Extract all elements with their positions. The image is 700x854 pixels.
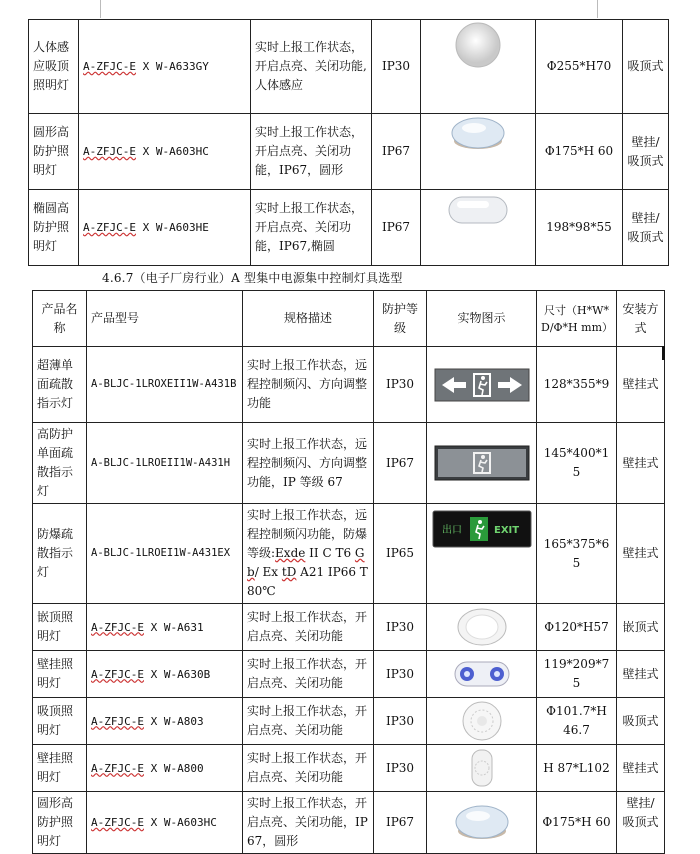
table-header-row	[33, 291, 665, 347]
ip-rating: IP67	[372, 190, 421, 266]
recessed-light-icon	[427, 607, 536, 647]
mount-type: 壁挂/吸顶式	[623, 114, 669, 190]
section-caption: 4.6.7（电子厂房行业）A 型集中电源集中控制灯具选型	[102, 271, 403, 285]
product-image-cell	[421, 190, 536, 266]
product-size: 119*209*75	[537, 651, 617, 698]
product-description: 实时上报工作状态，开启点亮、关闭功能	[243, 698, 374, 745]
table-row	[33, 698, 665, 745]
product-name: 人体感应吸顶照明灯	[29, 20, 79, 114]
product-image-cell	[427, 423, 537, 504]
product-image-cell	[427, 745, 537, 792]
ip-rating: IP67	[374, 423, 427, 504]
ip-rating: IP30	[374, 745, 427, 792]
mount-type: 壁挂式	[617, 504, 665, 604]
product-name: 吸顶照明灯	[33, 698, 87, 745]
product-image-cell	[427, 792, 537, 854]
product-description: 实时上报工作状态，远程控制频闪功能，防爆等级:Exde II C T6 Gb/ Ex tD A21 IP66 T80℃	[243, 504, 374, 604]
product-size: H 87*L102	[537, 745, 617, 792]
product-description: 实时上报工作状态，开启点亮、关闭功能	[243, 604, 374, 651]
table-row	[29, 20, 669, 114]
product-description: 实时上报工作状态，开启点亮、关闭功能,人体感应	[251, 20, 372, 114]
mount-type: 吸顶式	[617, 698, 665, 745]
product-model: A-BLJC-1LROEII1W-A431H	[87, 423, 243, 504]
product-name: 壁挂照明灯	[33, 745, 87, 792]
product-name: 圆形高防护照明灯	[29, 114, 79, 190]
product-model: A-ZFJC-E X W-A800	[87, 745, 243, 792]
product-image-cell	[427, 698, 537, 745]
product-size: Φ120*H57	[537, 604, 617, 651]
table-row	[33, 745, 665, 792]
product-size: Φ175*H 60	[537, 792, 617, 854]
ip-rating: IP30	[374, 604, 427, 651]
mount-type: 嵌顶式	[617, 604, 665, 651]
product-name: 壁挂照明灯	[33, 651, 87, 698]
sign-text-left: 出口	[441, 525, 462, 536]
product-size: Φ255*H70	[536, 20, 623, 114]
table-row	[33, 792, 665, 854]
product-image-cell	[427, 347, 537, 423]
product-image-cell	[421, 114, 536, 190]
mount-type: 壁挂式	[617, 651, 665, 698]
ip67-exit-sign-icon	[427, 445, 536, 481]
table-row	[33, 651, 665, 698]
product-image-cell	[427, 651, 537, 698]
ceiling-round-light-icon	[421, 20, 535, 70]
small-wall-light-icon	[427, 748, 536, 788]
ip-rating: IP65	[374, 504, 427, 604]
product-image-cell	[427, 504, 537, 604]
header-model: 产品型号	[87, 291, 243, 347]
top-product-table	[28, 19, 669, 266]
mount-type: 吸顶式	[623, 20, 669, 114]
product-description: 实时上报工作状态，远程控制频闪、方向调整功能，IP 等级 67	[243, 423, 374, 504]
product-description: 实时上报工作状态，开启点亮、关闭功能	[243, 651, 374, 698]
table-row	[29, 190, 669, 266]
arrow-exit-sign-icon	[427, 368, 536, 402]
table-row	[33, 604, 665, 651]
header-image: 实物图示	[427, 291, 537, 347]
product-model: A-BLJC-1LROEI1W-A431EX	[87, 504, 243, 604]
product-name: 超薄单面疏散指示灯	[33, 347, 87, 423]
product-model: A-ZFJC-E X W-A630B	[87, 651, 243, 698]
ip-rating: IP30	[374, 651, 427, 698]
product-model: A-ZFJC-E X W-A603HC	[87, 792, 243, 854]
product-model: A-ZFJC-E X W-A633GY	[79, 20, 251, 114]
product-model: A-ZFJC-E X W-A603HE	[79, 190, 251, 266]
product-name: 嵌顶照明灯	[33, 604, 87, 651]
table-row	[33, 423, 665, 504]
ceiling-light-icon	[427, 700, 536, 742]
sign-text-right: EXIT	[493, 525, 519, 536]
table-row	[33, 504, 665, 604]
product-description: 实时上报工作状态，开启点亮、关闭功能，IP67，圆形	[251, 114, 372, 190]
table-row	[33, 347, 665, 423]
header-desc: 规格描述	[243, 291, 374, 347]
ip-rating: IP67	[374, 792, 427, 854]
product-name: 高防护单面疏散指示灯	[33, 423, 87, 504]
product-size: Φ175*H 60	[536, 114, 623, 190]
header-mount: 安装方式	[617, 291, 665, 347]
product-size: 165*375*65	[537, 504, 617, 604]
product-description: 实时上报工作状态，开启点亮、关闭功能，IP67，圆形	[243, 792, 374, 854]
round-protection-light-icon	[427, 804, 536, 842]
main-product-table	[32, 290, 665, 854]
oval-protection-light-icon	[421, 190, 535, 230]
header-name: 产品名称	[33, 291, 87, 347]
table-row	[29, 114, 669, 190]
product-name: 椭圆高防护照明灯	[29, 190, 79, 266]
product-model: A-ZFJC-E X W-A803	[87, 698, 243, 745]
product-description: 实时上报工作状态，远程控制频闪、方向调整功能	[243, 347, 374, 423]
mount-type: 壁挂式	[617, 347, 665, 423]
product-size: 198*98*55	[536, 190, 623, 266]
mount-type: 壁挂式	[617, 745, 665, 792]
product-image-cell	[427, 604, 537, 651]
product-model: A-ZFJC-E X W-A631	[87, 604, 243, 651]
product-description: 实时上报工作状态，开启点亮、关闭功能，IP67,椭圆	[251, 190, 372, 266]
product-size: 128*355*9	[537, 347, 617, 423]
ip-rating: IP30	[374, 347, 427, 423]
header-size: 尺寸（H*W*D/Φ*H mm）	[537, 291, 617, 347]
mount-type: 壁挂/吸顶式	[617, 792, 665, 854]
product-name: 防爆疏散指示灯	[33, 504, 87, 604]
product-name: 圆形高防护照明灯	[33, 792, 87, 854]
page-crop-line-right	[597, 0, 598, 18]
product-model: A-BLJC-1LROXEII1W-A431B	[87, 347, 243, 423]
header-ip: 防护等级	[374, 291, 427, 347]
ip-rating: IP67	[372, 114, 421, 190]
product-size: Φ101.7*H 46.7	[537, 698, 617, 745]
product-size: 145*400*15	[537, 423, 617, 504]
round-protection-light-icon	[421, 114, 535, 154]
mount-type: 壁挂/吸顶式	[623, 190, 669, 266]
mount-type: 壁挂式	[617, 423, 665, 504]
explosion-exit-sign-icon	[427, 504, 536, 554]
page-crop-line-left	[100, 0, 101, 18]
ip-rating: IP30	[374, 698, 427, 745]
text-cursor-marker	[662, 346, 665, 360]
ip-rating: IP30	[372, 20, 421, 114]
product-model: A-ZFJC-E X W-A603HC	[79, 114, 251, 190]
product-image-cell	[421, 20, 536, 114]
product-description: 实时上报工作状态，开启点亮、关闭功能	[243, 745, 374, 792]
twin-wall-light-icon	[427, 657, 536, 691]
